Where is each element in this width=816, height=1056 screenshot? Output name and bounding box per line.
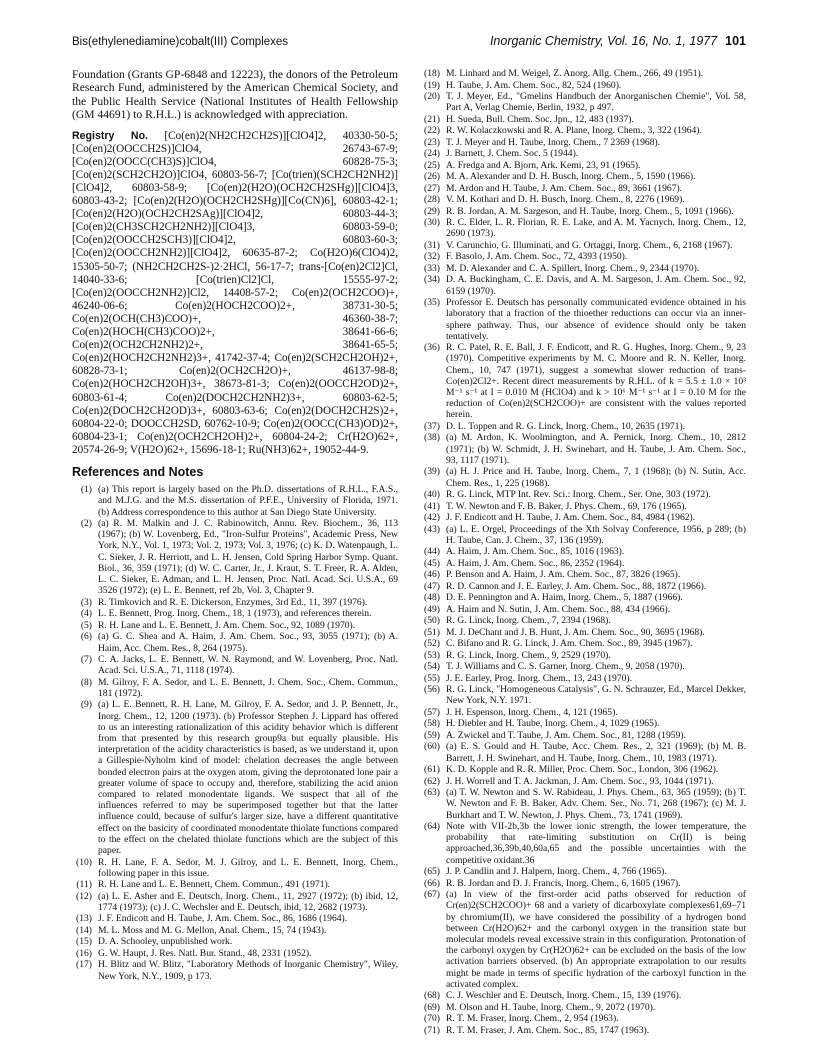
reference-number: (49) — [424, 603, 440, 615]
page-number: 101 — [725, 34, 746, 48]
reference-text: M. L. Moss and M. G. Mellon, Anal. Chem., 15, 74 (1943). — [98, 924, 327, 936]
reference-number: (22) — [424, 125, 440, 137]
reference-number: (31) — [424, 239, 440, 251]
reference-text: (a) G. C. Shea and A. Haim, J. Am. Chem. Soc., 93, 3055 (1971); (b) A. Haim, Acc. Chem. Res., 8, 264 (1975). — [98, 631, 398, 654]
reference-text: G. W. Haupt, J. Res. Natl. Bur. Stand., 48, 2331 (1952). — [98, 947, 312, 959]
reference-text: (a) L. E. Orgel, Proceedings of the Xth Solvay Conference, 1956, p 289; (b) H. Taube, Can. J. Chem., 37, 136 (1959). — [446, 523, 746, 546]
reference-item — [420, 707, 746, 718]
reference-item — [72, 677, 398, 699]
reference-number: (45) — [424, 557, 440, 569]
reference-item — [420, 160, 746, 171]
reference-text: H. Sueda, Bull. Chem. Soc. Jpn., 12, 483 (1937). — [446, 113, 634, 125]
reference-item — [72, 699, 398, 856]
reference-number: (44) — [424, 546, 440, 558]
reference-number: (63) — [424, 787, 440, 799]
reference-item — [420, 718, 746, 729]
reference-text: D. L. Toppen and R. G. Linck, Inorg. Chem., 10, 2635 (1971). — [446, 420, 686, 432]
reference-number: (61) — [424, 764, 440, 776]
reference-number: (3) — [80, 596, 92, 608]
reference-item — [72, 959, 398, 981]
reference-text: V. M. Kothari and D. H. Busch, Inorg. Chem., 8, 2276 (1969). — [446, 194, 685, 206]
reference-text: M. J. DeChant and J. B. Hunt, J. Am. Chem. Soc., 90, 3695 (1968). — [446, 626, 705, 638]
reference-item — [420, 501, 746, 512]
reference-number: (53) — [424, 649, 440, 661]
reference-number: (2) — [80, 518, 92, 530]
reference-item — [420, 524, 746, 546]
reference-text: M. Ardon and H. Taube, J. Am. Chem. Soc., 89, 3661 (1967). — [446, 182, 683, 194]
reference-number: (11) — [76, 879, 92, 891]
reference-text: R. G. Linck, Inorg. Chem., 9, 2529 (1970). — [446, 649, 611, 661]
reference-item — [420, 91, 746, 113]
reference-item — [420, 1013, 746, 1024]
reference-text: R. T. M. Fraser, J. Am. Chem. Soc., 85, 1747 (1963). — [446, 1024, 650, 1036]
reference-number: (43) — [424, 523, 440, 535]
reference-item — [420, 194, 746, 205]
reference-item — [72, 948, 398, 959]
reference-number: (56) — [424, 684, 440, 696]
reference-number: (10) — [76, 856, 92, 868]
reference-number: (1) — [80, 484, 92, 496]
reference-item — [420, 183, 746, 194]
reference-item — [72, 925, 398, 936]
reference-text: K. D. Kopple and R. R. Miller, Proc. Chem. Soc., London, 306 (1962). — [446, 764, 719, 776]
reference-number: (71) — [424, 1024, 440, 1036]
reference-item — [420, 421, 746, 432]
reference-text: (a) E. S. Gould and H. Taube, Acc. Chem. Res., 2, 321 (1969); (b) M. B. Barrett, J. H. Swinehart, and H. Taube, Inorg. Chem., 10, 1983 (1971). — [446, 741, 746, 764]
reference-number: (20) — [424, 91, 440, 102]
reference-number: (28) — [424, 194, 440, 206]
reference-item — [420, 889, 746, 990]
reference-number: (47) — [424, 580, 440, 592]
reference-text: M. Linhard and M. Weigel, Z. Anorg. Allg. Chem., 266, 49 (1951). — [446, 68, 704, 79]
reference-number: (67) — [424, 889, 440, 901]
reference-text: (a) T. W. Newton and S. W. Rabideau, J. Phys. Chem., 63, 365 (1959); (b) T. W. Newton and F. B. Baker, Adv. Chem. Ser., No. 71, 268 (1967); (c) M. J. Burkhart and T. W. Newton, J. Phys. Chem., 73, 1741 (1969). — [446, 787, 746, 821]
reference-item — [72, 484, 398, 518]
reference-item — [420, 558, 746, 569]
reference-text: P. Benson and A. Haim, J. Am. Chem. Soc., 87, 3826 (1965). — [446, 569, 681, 581]
registry-text: [Co(en)2(NH2CH2CH2S)][ClO4]2, 40330-50-5; [Co(en)2(OOCCH2S)]ClO4, 26743-67-9; [Co(en)2(OOCC(CH3)S)]ClO4, 60828-75-3; [Co(en)2(SCH2CH2O)]ClO4, 60803-56-7; [Co(trien)(SCH2CH2NH2)][ClO4]2, 60803-58-9; [Co(en)2(H2O)(OCH2CH2SHg)][ClO4]3, 60803-43-2; [Co(en)2(H2O)(OCH2CH2SHg)][Co(CN)6], 60803-42-1; [Co(en)2(H2O)(OCH2CH2SAg)][ClO4]2, 60803-44-3; [Co(en)2(CH3SCH2CH2NH2)][ClO4]3, 60803-59-0; [Co(en)2(OOCCH2SCH3)][ClO4]2, 60803-60-3; [Co(en)2(OOCCH2NH2)][ClO4]2, 60635-87-2; Co(H2O)6(ClO4)2, 15305-50-7; (NH2CH2CH2S-)2·2HCl, 56-17-7; trans-[Co(en)2Cl2]Cl, 14040-33-6; [Co(trien)Cl2]Cl, 15555-97-2; [Co(en)2(OOCCH2NH2)]Cl2, 14408-57-2; Co(en)2(OCH2COO)+, 46240-06-6; Co(en)2(HOCH2COO)2+, 38731-30-5; Co(en)2(OCH(CH3)COO)+, 46360-38-7; Co(en)2(HOCH(CH3)COO)2+, 38641-66-6; Co(en)2(OCH2CH2NH2)2+, 38641-65-5; Co(en)2(HOCH2CH2NH2)3+, 41742-37-4; Co(en)2(SCH2CH2OH)2+, 60828-73-1; Co(en)2(OCH2CH2O)+, 46137-98-8; Co(en)2(HOCH2CH2OH)3+, 38673-81-3; Co(en)2(OOCCH2OD)2+, 60803-61-4; Co(en)2(DOCH2CH2NH2)3+, 60803-62-5; Co(en)2(DOCH2CH2OD)3+, 60803-63-6; Co(en)2(DOCH2CH2S)2+, 60804-22-0; DOOCCH2SD, 60762-10-9; Co(en)2(OOCC(CH3)OD)2+, 60804-23-1; Co(en)2(OCH2CH2OH)2+, 60804-24-2; Cr(H2O)62+, 20574-26-9; V(H2O)62+, 15696-18-1; Ru(NH3)62+, 19052-44-9. — [72, 129, 399, 456]
reference-item — [420, 274, 746, 296]
reference-item — [72, 913, 398, 924]
references-list-left — [72, 484, 398, 982]
reference-number: (64) — [424, 821, 440, 833]
reference-number: (18) — [424, 68, 440, 79]
reference-text: (a) H. J. Price and H. Taube, Inorg. Chem., 7, 1 (1968); (b) N. Sutin, Acc. Chem. Res., 1, 225 (1968). — [446, 466, 746, 489]
reference-number: (5) — [80, 619, 92, 631]
reference-text: R. G. Linck, Inorg. Chem., 7, 2394 (1968). — [446, 615, 611, 627]
reference-item — [420, 592, 746, 603]
reference-number: (30) — [424, 217, 440, 229]
reference-item — [420, 206, 746, 217]
reference-text: A. Haim and N. Sutin, J. Am. Chem. Soc., 88, 434 (1966). — [446, 603, 671, 615]
reference-text: R. W. Kolaczkowski and R. A. Plane, Inorg. Chem., 3, 322 (1964). — [446, 125, 702, 137]
reference-text: J. P. Candlin and J. Halpern, Inorg. Chem., 4, 766 (1965). — [446, 866, 667, 878]
reference-text: A. Haim, J. Am. Chem. Soc., 86, 2352 (1964). — [446, 557, 625, 569]
reference-text: R. H. Lane and L. E. Bennett, Chem. Commun., 491 (1971). — [98, 879, 331, 891]
reference-number: (58) — [424, 718, 440, 730]
reference-number: (40) — [424, 489, 440, 501]
reference-item — [420, 638, 746, 649]
reference-text: Note with VII-2b,3b the lower ionic strength, the lower temperature, the probability that rate-limiting substitution on Cr(II) is being approached,36,39b,40,60a,65 and the possible uncertainties with the competitive oxidant.36 — [446, 821, 746, 866]
reference-number: (12) — [76, 890, 92, 902]
reference-text: J. Barnett, J. Chem. Soc. 5 (1944). — [446, 148, 579, 160]
references-list-right — [420, 68, 746, 1036]
reference-text: (a) M. Ardon, K. Woolmington, and A. Pernick, Inorg. Chem., 10, 2812 (1971); (b) W. Schmidt, J. H. Swinehart, and H. Taube, J. Am. Chem. Soc., 93, 1117 (1971). — [446, 432, 746, 466]
reference-number: (14) — [76, 924, 92, 936]
reference-text: R. T. M. Fraser, Inorg. Chem., 2, 954 (1963). — [446, 1013, 619, 1025]
reference-item — [420, 263, 746, 274]
reference-text: J. F. Endicott and H. Taube, J. Am. Chem. Soc., 86, 1686 (1964). — [98, 913, 348, 925]
journal-page — [72, 30, 746, 1040]
reference-item — [420, 878, 746, 889]
reference-item — [420, 650, 746, 661]
reference-number: (35) — [424, 297, 440, 309]
reference-number: (32) — [424, 251, 440, 263]
reference-item — [72, 620, 398, 631]
reference-text: M. Olson and H. Taube, Inorg. Chem., 9, 2072 (1970). — [446, 1001, 656, 1013]
reference-text: V. Carunchio, G. Illuminati, and G. Ortaggi, Inorg. Chem., 6, 2168 (1967). — [446, 239, 733, 251]
reference-text: R. G. Linck, "Homogeneous Catalysis", G. N. Schrauzer, Ed., Marcel Dekker, New York, N.Y. 1971. — [446, 684, 746, 707]
reference-item — [420, 125, 746, 136]
reference-text: C. Bifano and R. G. Linck, J. Am. Chem. Soc., 89, 3945 (1967). — [446, 638, 693, 650]
reference-text: D. E. Pennington and A. Haim, Inorg. Chem., 5, 1887 (1966). — [446, 592, 683, 604]
reference-text: R. Timkovich and R. E. Dickerson, Enzymes, 3rd Ed., 11, 397 (1976). — [98, 596, 368, 608]
reference-number: (46) — [424, 569, 440, 581]
reference-text: D. A. Schooley, unpublished work. — [98, 936, 233, 948]
reference-item — [72, 857, 398, 879]
reference-number: (41) — [424, 500, 440, 512]
reference-item — [420, 684, 746, 706]
running-title: Bis(ethylenediamine)cobalt(III) Complexes — [72, 36, 289, 48]
reference-text: H. Blitz and W. Blitz, "Laboratory Methods of Inorganic Chemistry", Wiley, New York, N.Y., 1909, p 173. — [98, 959, 398, 982]
reference-text: D. A. Buckingham, C. E. Davis, and A. M. Sargeson, J. Am. Chem. Soc., 92, 6159 (1970). — [446, 274, 746, 297]
reference-number: (50) — [424, 615, 440, 627]
reference-item — [420, 764, 746, 775]
reference-text: F. Basolo, J. Am. Chem. Soc., 72, 4393 (1950). — [446, 251, 628, 263]
reference-item — [72, 891, 398, 913]
reference-item — [420, 432, 746, 466]
reference-number: (48) — [424, 592, 440, 604]
reference-item — [420, 546, 746, 557]
reference-number: (9) — [80, 699, 92, 711]
reference-number: (65) — [424, 866, 440, 878]
reference-text: (a) In view of the first-order acid paths observed for reduction of Cr(en)2(SCH2COO)+ 68 and a variety of dicarboxylate complexes61,69–71 by chromium(II), we have considered the possibility of a hydrogen bond between Cr(H2O)62+ and the carbonyl oxygen in the transition state but molecular models reveal excessive strain in this configuration. Protonation of the carbonyl oxygen by Cr(H2O)62+ can be excluded on the basis of the low activation barriers observed. (b) An appropriate extrapolation to our results might be made in terms of specific hydration of the carboxyl function in the activated complex. — [446, 889, 746, 990]
reference-number: (60) — [424, 741, 440, 753]
reference-number: (36) — [424, 342, 440, 354]
reference-item — [420, 1025, 746, 1036]
reference-item — [420, 342, 746, 420]
journal-citation — [490, 34, 746, 48]
reference-number: (8) — [80, 676, 92, 688]
reference-text: H. Taube, J. Am. Chem. Soc., 82, 524 (1960). — [446, 79, 622, 91]
reference-item — [420, 466, 746, 488]
registry-label: Registry No. — [72, 129, 148, 142]
reference-number: (26) — [424, 171, 440, 183]
reference-text: (a) R. M. Malkin and J. C. Rabinowitch, Annu. Rev. Biochem., 36, 113 (1967); (b) W. Lovenberg, Ed., "Iron-Sulfur Proteins", Academic Press, New York, N.Y., Vol. 1, 1973; Vol. 2, 1973; Vol. 3, 1976; (c) K. D. Watenpaugh, L. C. Sieker, J. R. Herriott, and L. H. Jensen, Cold Spring Harbor Symp. Quant. Biol., 36, 359 (1971); (d) W. C. Carter, Jr., J. Kraut, S. T. Freer, R. A. Alden, L. C. Sieker, E. Adman, and L. H. Jensen, Proc. Natl. Acad. Sci. U.S.A., 69 3526 (1972); (e) L. E. Bennett, ref 2b, Vol. 3, Chapter 9. — [98, 518, 398, 597]
reference-item — [420, 297, 746, 342]
reference-text: R. C. Patel, R. E. Ball, J. F. Endicott, and R. G. Hughes, Inorg. Chem., 9, 23 (1970). Competitive experiments by M. C. Moore and R. N. Keller, Inorg. Chem., 10, 747 (1971), suggest a somewhat slower reduction of trans-Co(en)2Cl2+. Recent direct measurements by R.H.L. of k = 5.5 ± 1.0 × 10³ M⁻¹ s⁻¹ at I = 0.010 M (HClO4) and k > 10⁶ M⁻¹ s⁻¹ at I = 0.10 M for the reduction of Co(en)2(SCH2COO)+ are consistent with the values reported herein. — [446, 342, 746, 421]
reference-text: (a) L. E. Asher and E. Deutsch, Inorg. Chem., 11, 2927 (1972); (b) ibid, 12, 1774 (1973); (c) J. C. Wechsler and E. Deutsch, ibid, 12, 2682 (1973). — [98, 890, 398, 913]
reference-text: J. H. Worrell and T. A. Jackman, J. Am. Chem. Soc., 93, 1044 (1971). — [446, 775, 714, 787]
reference-text: R. C. Elder, L. R. Florian, R. E. Lake, and A. M. Yacnych, Inorg. Chem., 12, 2690 (1973). — [446, 217, 746, 240]
left-column — [72, 68, 398, 982]
reference-item — [420, 512, 746, 523]
reference-item — [72, 597, 398, 608]
reference-number: (54) — [424, 661, 440, 673]
reference-number: (23) — [424, 136, 440, 148]
reference-item — [72, 608, 398, 619]
references-heading: References and Notes — [72, 464, 204, 479]
reference-item — [420, 730, 746, 741]
reference-number: (51) — [424, 626, 440, 638]
reference-item — [72, 936, 398, 947]
reference-number: (59) — [424, 729, 440, 741]
reference-text: L. E. Bennett, Prog. Inorg. Chem., 18, 1 (1973), and references therein. — [98, 608, 372, 620]
acknowledgment-paragraph: Foundation (Grants GP-6848 and 12223), the donors of the Petroleum Research Fund, administered by the American Chemical Society, and the Public Health Service (National Institutes of Health Fellowship (GM 44691) to R.H.L.) is acknowledged with appreciation. — [72, 68, 398, 122]
reference-item — [420, 251, 746, 262]
reference-text: Professor E. Deutsch has personally communicated evidence obtained in his laboratory that a fraction of the thioether reductions can occur via an inner-sphere pathway. Thus, our absence of evidence should only be taken tentatively. — [446, 297, 746, 342]
reference-number: (52) — [424, 638, 440, 650]
reference-number: (27) — [424, 182, 440, 194]
reference-number: (69) — [424, 1001, 440, 1013]
journal-name: Inorganic Chemistry, Vol. 16, No. 1, 1977 — [489, 34, 718, 48]
reference-item — [72, 631, 398, 653]
reference-item — [420, 240, 746, 251]
reference-number: (7) — [80, 654, 92, 665]
reference-number: (38) — [424, 432, 440, 444]
reference-text: T. J. Meyer and H. Taube, Inorg. Chem., 7 2369 (1968). — [446, 136, 661, 148]
reference-number: (39) — [424, 466, 440, 478]
reference-text: T. J. Meyer, Ed., "Gmelins Handbuch der Anorganischen Chemie", Vol. 58, Part A, Verlag Chemie, Berlin, 1932, p 497. — [446, 91, 746, 114]
reference-number: (29) — [424, 205, 440, 217]
reference-item — [420, 673, 746, 684]
registry-numbers — [72, 130, 398, 457]
reference-text: T. J. Williams and C. S. Garner, Inorg. Chem., 9, 2058 (1970). — [446, 661, 685, 673]
reference-text: J. H. Espenson, Inorg. Chem., 4, 121 (1965). — [446, 706, 618, 718]
reference-text: M. D. Alexander and C. A. Spillert, Inorg. Chem., 9, 2344 (1970). — [446, 262, 700, 274]
reference-number: (17) — [76, 959, 92, 971]
reference-text: (a) This report is largely based on the Ph.D. dissertations of R.H.L., F.A.S., and M.J.G. and the M.S. dissertation of P.F.E., University of Florida, 1971. (b) Address correspondence to this author at San Diego State University. — [98, 484, 398, 518]
reference-item — [72, 518, 398, 596]
reference-item — [420, 581, 746, 592]
reference-text: C. J. Weschler and E. Deutsch, Inorg. Chem., 15, 139 (1976). — [446, 990, 682, 1002]
reference-number: (37) — [424, 420, 440, 432]
reference-item — [420, 741, 746, 763]
reference-text: M. Gilroy, F. A. Sedor, and L. E. Bennett, J. Chem. Soc., Chem. Commun., 181 (1972). — [98, 676, 398, 699]
reference-item — [420, 776, 746, 787]
reference-item — [420, 821, 746, 866]
reference-item — [420, 604, 746, 615]
reference-text: R. G. Linck, MTP Int. Rev. Sci.: Inorg. Chem., Ser. One, 303 (1972). — [446, 489, 711, 501]
reference-text: C. A. Jacks, L. E. Bennett, W. N. Raymond, and W. Lovenberg, Proc. Natl. Acad. Sci. U.S.A., 71, 1118 (1974). — [98, 654, 398, 677]
reference-text: R. H. Lane and L. E. Bennett, J. Am. Chem. Soc., 92, 1089 (1970). — [98, 619, 356, 631]
reference-text: R. B. Jordan and D. J. Francis, Inorg. Chem., 6, 1605 (1967). — [446, 877, 681, 889]
reference-item — [420, 569, 746, 580]
reference-text: M. A. Alexander and D. H. Busch, Inorg. Chem., 5, 1590 (1966). — [446, 171, 696, 183]
reference-item — [420, 171, 746, 182]
reference-number: (55) — [424, 672, 440, 684]
reference-item — [420, 787, 746, 821]
reference-item — [72, 654, 398, 676]
reference-number: (6) — [80, 631, 92, 643]
reference-number: (25) — [424, 159, 440, 171]
reference-text: A. Haim, J. Am. Chem. Soc., 85, 1016 (1963). — [446, 546, 625, 558]
reference-item — [420, 615, 746, 626]
reference-number: (21) — [424, 113, 440, 125]
page-header — [72, 30, 746, 54]
reference-number: (19) — [424, 79, 440, 91]
reference-item — [420, 489, 746, 500]
right-column — [420, 68, 746, 1036]
reference-number: (24) — [424, 148, 440, 160]
reference-text: A. Fredga and A. Bjorn, Ark. Kemi, 23, 91 (1965). — [446, 159, 641, 171]
reference-text: H. Diebler and H. Taube, Inorg. Chem., 4, 1029 (1965). — [446, 718, 660, 730]
reference-item — [420, 661, 746, 672]
reference-number: (70) — [424, 1013, 440, 1025]
reference-item — [420, 866, 746, 877]
reference-item — [420, 80, 746, 91]
reference-number: (57) — [424, 706, 440, 718]
reference-number: (15) — [76, 936, 92, 948]
reference-item — [420, 148, 746, 159]
reference-number: (66) — [424, 877, 440, 889]
reference-number: (13) — [76, 913, 92, 925]
reference-text: A. Zwickel and T. Taube, J. Am. Chem. Soc., 81, 1288 (1959). — [446, 729, 686, 741]
reference-item — [72, 879, 398, 890]
reference-text: R. D. Cannon and J. E. Earley, J. Am. Chem. Soc., 88, 1872 (1966). — [446, 580, 707, 592]
reference-text: R. H. Lane, F. A. Sedor, M. J. Gilroy, and L. E. Bennett, Inorg. Chem., following paper in this issue. — [98, 856, 398, 879]
reference-item — [420, 68, 746, 79]
reference-text: J. E. Earley, Prog. Inorg. Chem., 13, 243 (1970). — [446, 672, 632, 684]
reference-item — [420, 114, 746, 125]
reference-number: (33) — [424, 262, 440, 274]
reference-number: (62) — [424, 775, 440, 787]
reference-item — [420, 627, 746, 638]
reference-number: (16) — [76, 947, 92, 959]
reference-number: (42) — [424, 512, 440, 524]
reference-text: J. F. Endicott and H. Taube, J. Am. Chem. Soc., 84, 4984 (1962). — [446, 512, 696, 524]
reference-number: (68) — [424, 990, 440, 1002]
reference-text: (a) L. E. Bennett, R. H. Lane, M. Gilroy, F. A. Sedor, and J. P. Bennett, Jr., Inorg. Chem., 12, 1200 (1973). (b) Professor Stephen J. Lippard has offered to us an interesting rationalization of this acidity behavior which is different from that presented by this research group9a but equally plausible. His interpretation of the acidity characteristics is based, as we understand it, upon a Gillespie-Nyholm kind of model: chelation decreases the angle between bonded electron pairs at the oxygen atom, giving the deprotonated lone pair a greater volume of space to occupy and, therefore, stabilizing the acid anion compared to related monodentate ligands. We suspect that all of the influences referred to may be superimposed together but that the latter influence could, because of sulfur's larger size, have a different quantitative effect on the basicity of coordinated monodentate thiolate functions compared to the effect on the chelated thiolate functions which are the subject of this paper. — [98, 699, 398, 857]
reference-number: (34) — [424, 274, 440, 286]
reference-item — [420, 137, 746, 148]
reference-text: T. W. Newton and F. B. Baker, J. Phys. Chem., 69, 176 (1965). — [446, 500, 687, 512]
reference-item — [420, 1002, 746, 1013]
reference-number: (4) — [80, 608, 92, 620]
reference-item — [420, 990, 746, 1001]
reference-item — [420, 217, 746, 239]
reference-text: R. B. Jordan, A. M. Sargeson, and H. Taube, Inorg. Chem., 5, 1091 (1966). — [446, 205, 734, 217]
